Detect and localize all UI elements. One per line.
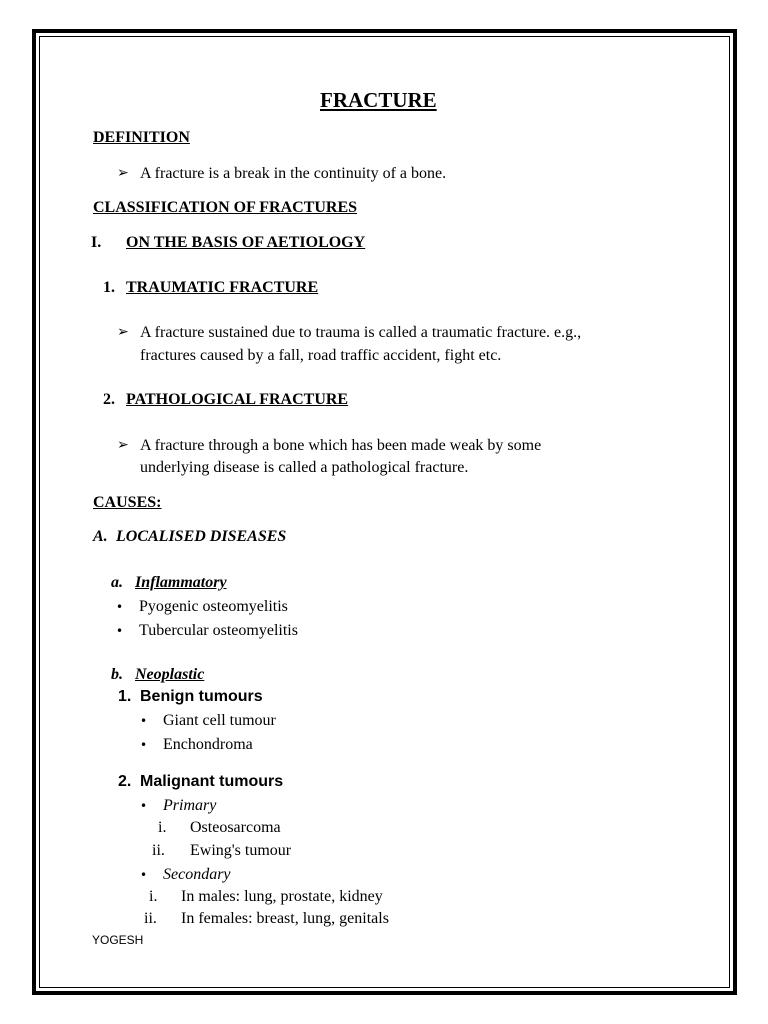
primary-label: Primary <box>163 797 217 814</box>
definition-text: A fracture is a break in the continuity of a bone. <box>140 165 447 182</box>
secondary-item-number: i. <box>149 888 158 905</box>
localised-title: LOCALISED DISEASES <box>116 528 287 545</box>
dot-bullet-icon: • <box>140 714 148 728</box>
traumatic-number: 1. <box>103 279 115 296</box>
primary-item-number: ii. <box>152 842 165 859</box>
traumatic-title: TRAUMATIC FRACTURE <box>126 279 319 296</box>
dot-bullet-icon: • <box>116 624 124 638</box>
arrowhead-bullet-icon: ➢ <box>117 437 129 453</box>
pathological-title: PATHOLOGICAL FRACTURE <box>126 391 349 408</box>
section-i-title: ON THE BASIS OF AETIOLOGY <box>126 234 366 251</box>
pathological-text-line-1: A fracture through a bone which has been made weak by some <box>140 437 542 454</box>
footer-author: YOGESH <box>92 933 144 947</box>
classification-heading: CLASSIFICATION OF FRACTURES <box>93 199 358 216</box>
arrowhead-bullet-icon: ➢ <box>117 165 129 181</box>
section-i-number: I. <box>91 234 102 251</box>
secondary-label: Secondary <box>163 866 231 883</box>
pathological-text-line-2: underlying disease is called a pathological fracture. <box>140 459 469 476</box>
dot-bullet-icon: • <box>140 868 148 882</box>
dot-bullet-icon: • <box>116 600 124 614</box>
benign-title: Benign tumours <box>140 688 263 705</box>
list-item: In females: breast, lung, genitals <box>181 910 389 927</box>
neoplastic-letter: b. <box>111 666 123 683</box>
list-item: Enchondroma <box>163 736 253 753</box>
list-item: Osteosarcoma <box>190 819 281 836</box>
neoplastic-title: Neoplastic <box>135 666 205 683</box>
traumatic-text-line-1: A fracture sustained due to trauma is called a traumatic fracture. e.g., <box>140 324 582 341</box>
inflammatory-title: Inflammatory <box>135 574 227 591</box>
list-item: Ewing's tumour <box>190 842 292 859</box>
list-item: Tubercular osteomyelitis <box>139 622 298 639</box>
inflammatory-letter: a. <box>111 574 123 591</box>
arrowhead-bullet-icon: ➢ <box>117 324 129 340</box>
list-item: Giant cell tumour <box>163 712 276 729</box>
primary-item-number: i. <box>158 819 167 836</box>
benign-number: 1. <box>118 688 132 705</box>
list-item: In males: lung, prostate, kidney <box>181 888 383 905</box>
causes-heading: CAUSES: <box>93 494 162 511</box>
localised-letter: A. <box>93 528 108 545</box>
malignant-title: Malignant tumours <box>140 773 284 790</box>
malignant-number: 2. <box>118 773 132 790</box>
definition-heading: DEFINITION <box>93 129 190 146</box>
secondary-item-number: ii. <box>144 910 157 927</box>
list-item: Pyogenic osteomyelitis <box>139 598 288 615</box>
page-title: FRACTURE <box>320 88 437 112</box>
dot-bullet-icon: • <box>140 799 148 813</box>
traumatic-text-line-2: fractures caused by a fall, road traffic accident, fight etc. <box>140 347 502 364</box>
dot-bullet-icon: • <box>140 738 148 752</box>
pathological-number: 2. <box>103 391 115 408</box>
